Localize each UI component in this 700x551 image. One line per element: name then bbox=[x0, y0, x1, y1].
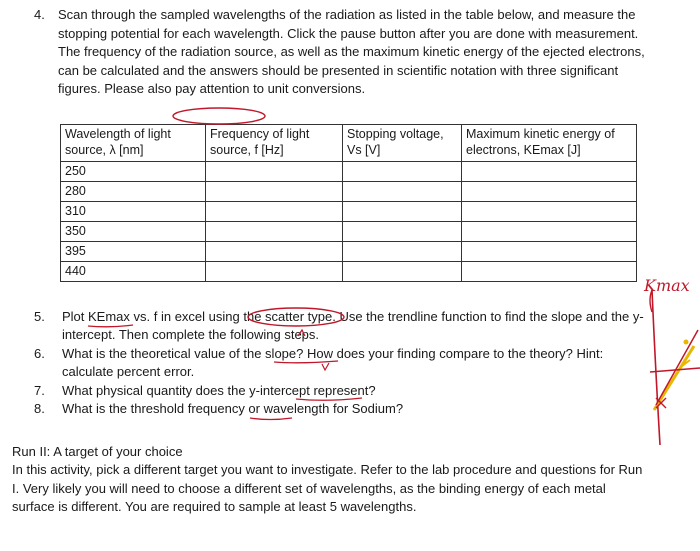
header-stopping-voltage: Stopping voltage, Vs [V] bbox=[343, 125, 462, 162]
voltage-cell[interactable] bbox=[343, 182, 462, 202]
kemax-cell[interactable] bbox=[462, 222, 637, 242]
frequency-cell[interactable] bbox=[206, 262, 343, 282]
sketch-cross-mark bbox=[656, 398, 666, 408]
circle-unit-conversions bbox=[173, 108, 265, 124]
sketch-trend-line bbox=[656, 330, 698, 405]
sketch-y-axis bbox=[652, 290, 660, 445]
wavelength-cell: 350 bbox=[61, 222, 206, 242]
kemax-cell[interactable] bbox=[462, 202, 637, 222]
kemax-cell[interactable] bbox=[462, 242, 637, 262]
question-7-number: 7. bbox=[34, 382, 45, 398]
measurement-table bbox=[60, 124, 637, 282]
question-8-number: 8. bbox=[34, 401, 45, 417]
header-max-kinetic-energy: Maximum kinetic energy of electrons, KEmax [J] bbox=[462, 125, 637, 162]
kemax-cell[interactable] bbox=[462, 262, 637, 282]
question-6 bbox=[34, 345, 644, 382]
question-7-text: What physical quantity does the y-intercept represent? bbox=[62, 382, 376, 398]
question-8-text: What is the threshold frequency or wavelength for Sodium? bbox=[62, 401, 404, 417]
frequency-cell[interactable] bbox=[206, 242, 343, 262]
question-6-text: What is the theoretical value of the slope? How does your finding compare to the theory? Hint: calculate percent error. bbox=[62, 345, 604, 380]
question-8 bbox=[34, 400, 644, 418]
wavelength-cell: 250 bbox=[61, 162, 206, 182]
run-2-title: Run II: A target of your choice bbox=[12, 444, 183, 459]
voltage-cell[interactable] bbox=[343, 202, 462, 222]
wavelength-cell: 310 bbox=[61, 202, 206, 222]
table-header-row bbox=[61, 125, 637, 162]
frequency-cell[interactable] bbox=[206, 162, 343, 182]
question-4-text: Scan through the sampled wavelengths of the radiation as listed in the table below, and measure the stopping potential for each wavelength. Click the pause button after you are done with measurement. The frequency of the radiation source, as well as the maximum kinetic energy of the ejected electrons, can be calculated and the answers should be presented in scientific notation with three significant figures. Please also pay attention to unit conversions. bbox=[58, 7, 645, 97]
table-row bbox=[61, 182, 637, 202]
table-row bbox=[61, 162, 637, 182]
question-5-text: Plot KEmax vs. f in excel using the scatter type. Use the trendline function to find the slope and the y-intercept. Then complete the following steps. bbox=[62, 309, 644, 343]
header-frequency: Frequency of light source, f [Hz] bbox=[206, 125, 343, 162]
sketch-horizontal-line bbox=[650, 368, 700, 372]
wavelength-cell: 395 bbox=[61, 242, 206, 262]
table-row bbox=[61, 242, 637, 262]
frequency-cell[interactable] bbox=[206, 182, 343, 202]
run-2-section bbox=[12, 443, 652, 517]
voltage-cell[interactable] bbox=[343, 262, 462, 282]
voltage-cell[interactable] bbox=[343, 162, 462, 182]
table-row bbox=[61, 202, 637, 222]
question-4-number: 4. bbox=[34, 7, 45, 22]
wavelength-cell: 440 bbox=[61, 262, 206, 282]
kemax-cell[interactable] bbox=[462, 162, 637, 182]
question-4 bbox=[34, 6, 654, 99]
kemax-cell[interactable] bbox=[462, 182, 637, 202]
frequency-cell[interactable] bbox=[206, 222, 343, 242]
question-list bbox=[34, 308, 644, 418]
sketch-corner-mark bbox=[682, 360, 690, 366]
question-7 bbox=[34, 382, 644, 400]
header-wavelength: Wavelength of light source, λ [nm] bbox=[61, 125, 206, 162]
sketch-yellow-dot bbox=[684, 340, 689, 345]
handwritten-kmax-label: Kmax bbox=[644, 276, 690, 295]
table-row bbox=[61, 222, 637, 242]
run-2-text: In this activity, pick a different target you want to investigate. Refer to the lab procedure and questions for Run I. Very likely you will need to choose a different set of wavelengths, as the binding energy of each metal surface is different. You are required to sample at least 5 wavelengths. bbox=[12, 462, 643, 515]
sketch-highlight-line bbox=[654, 346, 694, 410]
question-6-number: 6. bbox=[34, 345, 45, 361]
question-5 bbox=[34, 308, 644, 345]
table-row bbox=[61, 262, 637, 282]
wavelength-cell: 280 bbox=[61, 182, 206, 202]
voltage-cell[interactable] bbox=[343, 222, 462, 242]
voltage-cell[interactable] bbox=[343, 242, 462, 262]
question-5-number: 5. bbox=[34, 309, 45, 324]
frequency-cell[interactable] bbox=[206, 202, 343, 222]
